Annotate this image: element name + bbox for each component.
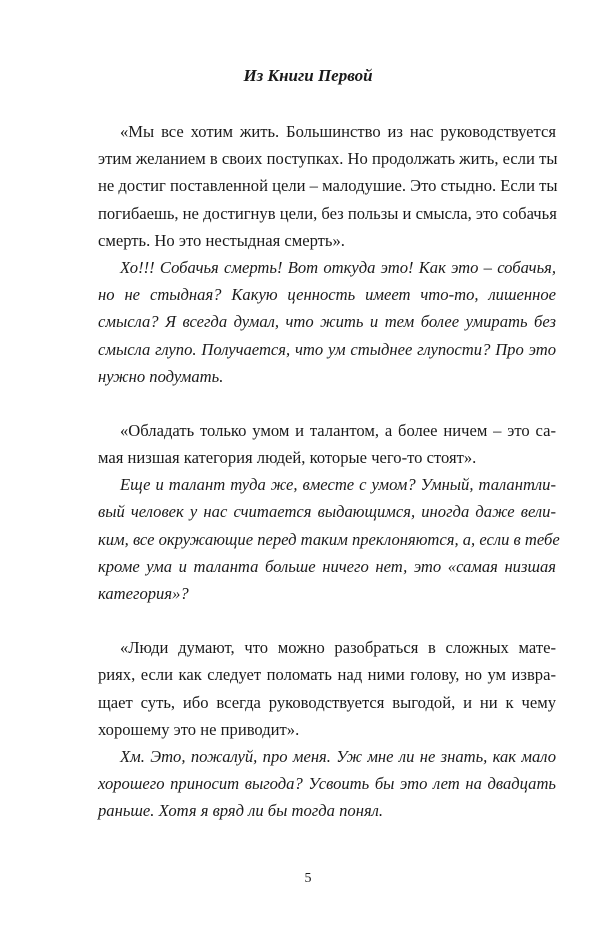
- quote-paragraph-3: [98, 634, 556, 743]
- text-line: смерть. Но это нестыдная смерть».: [98, 230, 345, 250]
- text-line: хорошему это не приводит».: [98, 719, 300, 739]
- text-line: категория»?: [98, 584, 189, 603]
- text-line: не достиг поставленной цели – малодушие. Это стыдно. Если ты: [98, 176, 558, 196]
- text-line: смысла глупо. Получается, что ум стыднее глупости? Про это: [98, 339, 556, 359]
- text-line: Еще и талант туда же, вместе с умом? Умный, талантли-: [120, 475, 556, 495]
- text-line: погибаешь, не достигнув цели, без пользы и смысла, это собачья: [98, 203, 557, 223]
- text-line: вый человек у нас считается выдающимся, иногда даже вели-: [98, 502, 556, 522]
- text-line: риях, если как следует поломать над ними голову, но ум извра-: [98, 665, 556, 685]
- text-line: кроме ума и таланта больше ничего нет, это «самая низшая: [98, 556, 556, 576]
- text-line: Хо!!! Собачья смерть! Вот откуда это! Как это – собачья,: [120, 257, 556, 277]
- quote-paragraph-2: [98, 417, 556, 471]
- chapter-title: Из Книги Первой: [243, 66, 373, 85]
- text-line: мая низшая категория людей, которые чего-то стоят».: [98, 448, 477, 468]
- page-body: [98, 118, 560, 825]
- text-line: Хм. Это, пожалуй, про меня. Уж мне ли не знать, как мало: [120, 746, 556, 766]
- quote-paragraph-1: [98, 118, 556, 254]
- text-line: смысла? Я всегда думал, что жить и тем более умирать без: [98, 312, 556, 332]
- text-line: «Обладать только умом и талантом, а более ничем – это са-: [120, 420, 556, 440]
- text-line: хорошего приносит выгода? Усвоить бы это лет на двадцать: [98, 774, 556, 794]
- page-number: 5: [304, 871, 312, 886]
- section-gap: [98, 607, 556, 634]
- text-line: щает суть, ибо всегда руководствуется выгодой, и ни к чему: [98, 692, 556, 712]
- section-gap: [98, 390, 556, 417]
- text-line: нужно подумать.: [98, 366, 224, 386]
- text-line: «Мы все хотим жить. Большинство из нас руководствуется: [120, 122, 556, 141]
- text-line: ким, все окружающие перед таким преклоняются, а, если в тебе: [98, 529, 560, 549]
- text-line: но не стыдная? Какую ценность имеет что-то, лишенное: [98, 285, 556, 305]
- comment-paragraph-2: [98, 471, 560, 607]
- text-line: «Люди думают, что можно разобраться в сложных мате-: [120, 638, 556, 658]
- text-line: раньше. Хотя я вряд ли бы тогда понял.: [98, 801, 384, 821]
- comment-paragraph-3: [98, 743, 556, 825]
- text-line: этим желанием в своих поступках. Но продолжать жить, если ты: [98, 149, 558, 169]
- comment-paragraph-1: [98, 254, 556, 390]
